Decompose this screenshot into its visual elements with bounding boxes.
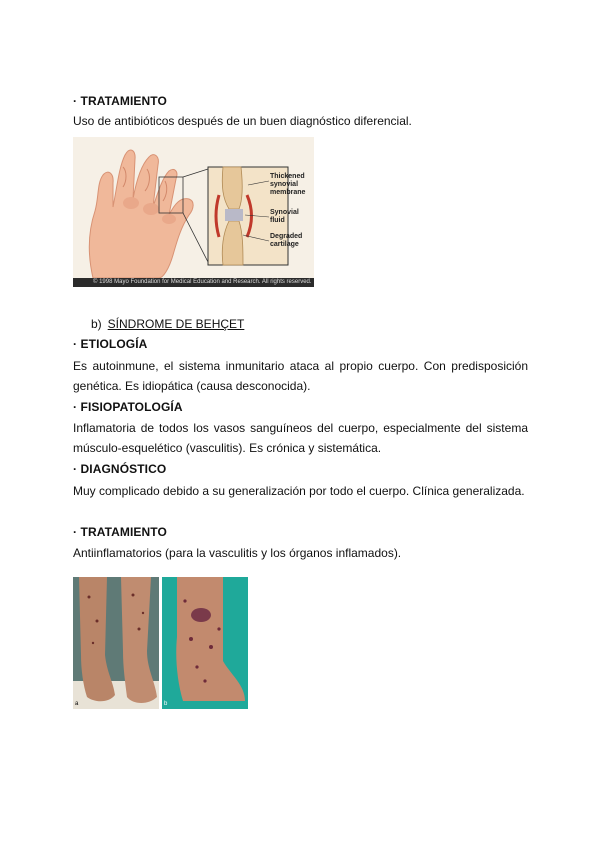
label-thickened-membrane: Thickened synovial membrane (270, 173, 306, 196)
panel-a-label: a (75, 701, 79, 707)
tratamiento-text-2: Antiinflamatorios (para la vasculitis y los órganos inflamados). (73, 546, 402, 560)
fisiopatologia-text: Inflamatoria de todos los vasos sanguíneos del cuerpo, especialmente del sistema músculo-esquelético (vasculitis). Es crónica y sistemática. (73, 421, 528, 455)
diagnostico-text: Muy complicado debido a su generalización por todo el cuerpo. Clínica generalizada. (73, 484, 525, 498)
treatment-text: Uso de antibióticos después de un buen diagnóstico diferencial. (73, 114, 412, 128)
treatment-heading: · TRATAMIENTO (73, 94, 167, 108)
clinical-photo-panels (73, 577, 248, 709)
arthritis-hand-figure (73, 137, 314, 287)
subsection-title-text: SÍNDROME DE BEHÇET (107, 317, 245, 331)
fisiopatologia-heading: · FISIOPATOLOGÍA (73, 400, 183, 414)
diagnostico-heading: · DIAGNÓSTICO (73, 462, 167, 476)
panel-b-label: b (164, 701, 168, 707)
subsection-marker: b) (91, 317, 102, 331)
label-synovial-fluid: Synovial fluid (270, 209, 299, 224)
tratamiento-heading-2: · TRATAMIENTO (73, 525, 167, 539)
etiologia-text: Es autoinmune, el sistema inmunitario ataca al propio cuerpo. Con predisposición genética. Es idiopática (causa desconocida). (73, 359, 528, 393)
label-degraded-cartilage: Degraded cartilage (270, 233, 303, 248)
etiologia-heading: · ETIOLOGÍA (73, 337, 148, 351)
behcet-clinical-photos (73, 577, 248, 709)
behcet-subsection-title (91, 317, 244, 331)
figure-copyright: © 1998 Mayo Foundation for Medical Education and Research. All rights reserved. (73, 278, 314, 287)
